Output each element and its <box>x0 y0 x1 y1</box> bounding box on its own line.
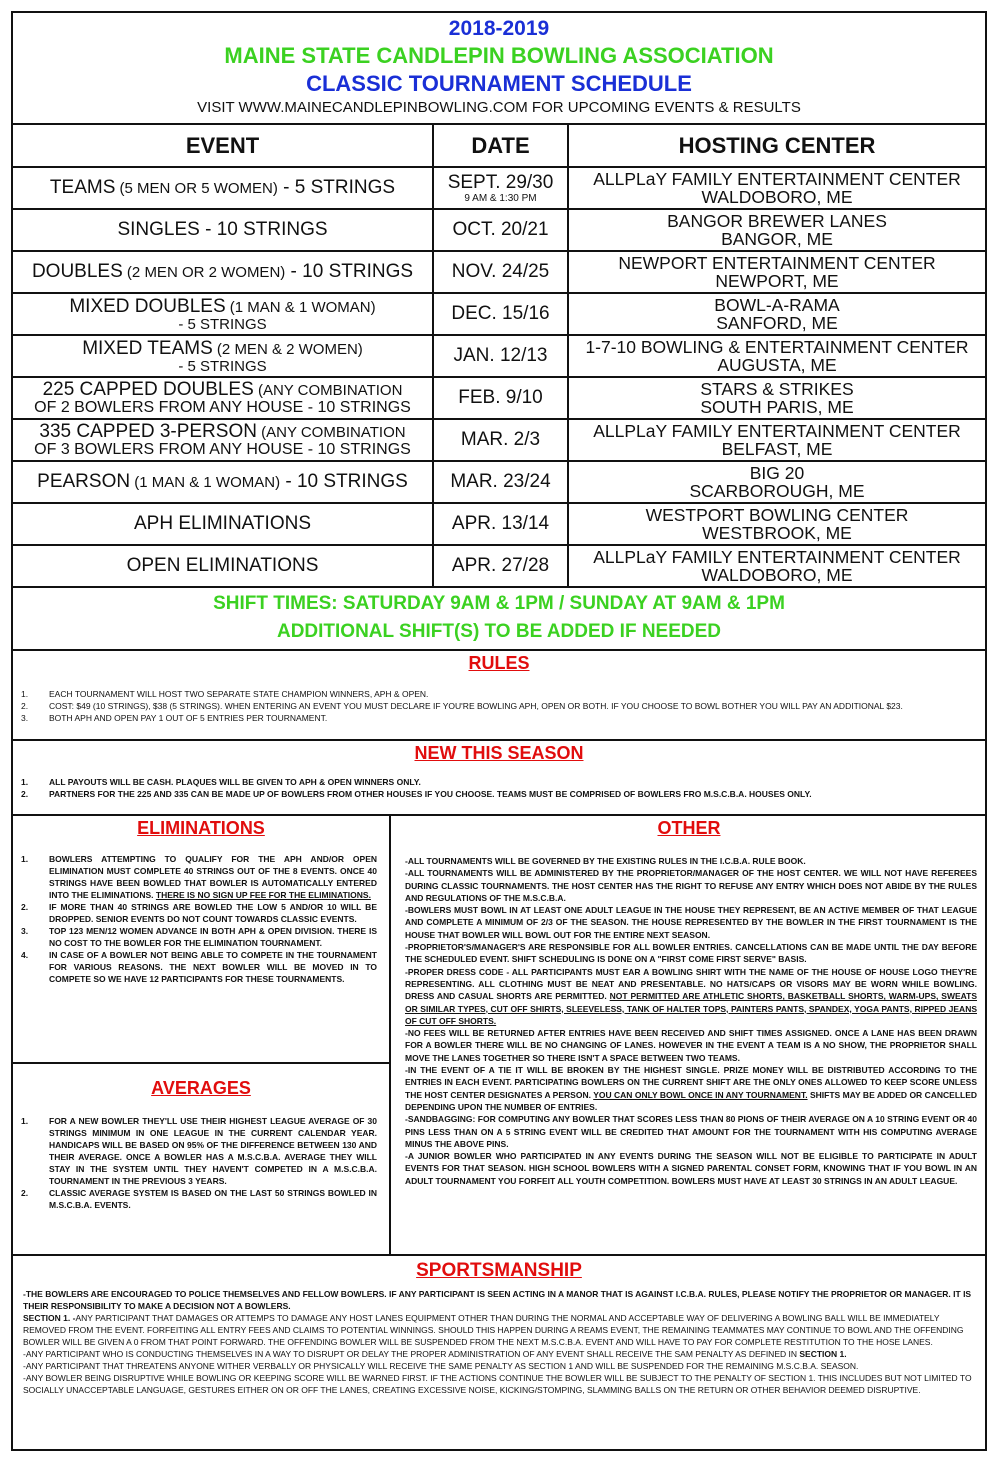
sportsmanship-paragraph: -ANY PARTICIPANT THAT THREATENS ANYONE WITHER VERBALLY OR PHYSICALLY WILL RECEIVE THE SAME PENALTY AS SECTION 1 AND WILL BE SUSPENDED FOR THE REMAINING M.S.C.B.A. SEASON. <box>23 1361 859 1371</box>
event-cell: MIXED TEAMS (2 MEN & 2 WOMEN) - 5 STRINGS <box>13 335 433 377</box>
averages-title: AVERAGES <box>151 1078 251 1098</box>
list-item: 1. FOR A NEW BOWLER THEY'LL USE THEIR HIGHEST LEAGUE AVERAGE OF 30 STRINGS MINIMUM IN ONE LEAGUE IN THE CURRENT CALENDAR YEAR. HANDICAPS WILL BE BASED ON 95% OF THE DIFFERENCE BETWEEN 130 AND THEIR AVERAGE. ONCE A BOWLER HAS A M.S.C.B.A. AVERAGE THEY WILL STAY IN THE SYSTEM UNTIL THEY HAVEN'T COMPETED IN A M.S.C.B.A. TOURNAMENT IN THE PREVIOUS 3 YEARS. <box>21 1116 377 1186</box>
other-paragraph: -ALL TOURNAMENTS WILL BE GOVERNED BY THE EXISTING RULES IN THE I.C.B.A. RULE BOOK. <box>405 856 806 866</box>
table-row <box>13 461 985 503</box>
left-column <box>13 816 391 1254</box>
table-row <box>13 377 985 419</box>
event-cell: TEAMS (5 MEN OR 5 WOMEN) - 5 STRINGS <box>13 167 433 209</box>
other-paragraph: -PROPER DRESS CODE - ALL PARTICIPANTS MUST EAR A BOWLING SHIRT WITH THE NAME OF THE HOUSE OF HOUSE LOGO THEY'RE REPRESENTING. ALL CLOTHING MUST BE NEAT AND PRESENTABLE. NO HATS/CAPS OR VISORS MAY BE WORN WHILE BOWLING. DRESS AND CASUAL SHORTS ARE PERMITTED. NOT PERMITTED ARE ATHLETIC SHORTS, BASKETBALL SHORTS, WARM-UPS, SWEATS OR SIMILAR TYPES, CUT OFF SHIRTS, SLEEVELESS, TANK OF HALTER TOPS, PAINTERS PANTS, SPANDEX, YOGA PANTS, RIPPED JEANS OF CUT OFF SHORTS. <box>405 966 978 1026</box>
date-cell: SEPT. 29/30 9 AM & 1:30 PM <box>433 167 568 209</box>
website-notice: VISIT WWW.MAINECANDLEPINBOWLING.COM FOR UPCOMING EVENTS & RESULTS <box>197 99 801 116</box>
eliminations-title: ELIMINATIONS <box>137 818 265 838</box>
sportsmanship-title: SPORTSMANSHIP <box>416 1260 582 1281</box>
rules-list <box>13 688 985 724</box>
hosting-center-cell: BOWL-A-RAMA SANFORD, ME <box>568 293 985 335</box>
other-paragraph: -NO FEES WILL BE RETURNED AFTER ENTRIES HAVE BEEN RECEIVED AND SHIFT TIMES ASSIGNED. ONCE A LANE HAS BEEN DRAWN FOR A BOWLER THERE WILL BE NO CHANGING OF LANES. HOWEVER IN THE EVENT A TEAM IS A NO SHOW, THE PROPRIETOR SHALL MOVE THE LANES TOGETHER SO THERE ISN'T A SPACE BETWEEN TWO TEAMS. <box>405 1028 977 1063</box>
table-row <box>13 335 985 377</box>
hosting-center-cell: WESTPORT BOWLING CENTER WESTBROOK, ME <box>568 503 985 545</box>
event-cell: PEARSON (1 MAN & 1 WOMAN) - 10 STRINGS <box>13 461 433 503</box>
hosting-center-cell: ALLPLaY FAMILY ENTERTAINMENT CENTER WALDOBORO, ME <box>568 167 985 209</box>
header <box>13 13 985 125</box>
list-item: 1. BOWLERS ATTEMPTING TO QUALIFY FOR THE APH AND/OR OPEN ELIMINATION MUST COMPLETE 40 STRINGS OUT OF THE 8 EVENTS. ONCE 40 STRINGS HAVE BEEN BOWLED THAT BOWLER IS AUTOMATICALLY ENTERED INTO THE ELIMINATIONS. THERE IS NO SIGN UP FEE FOR THE ELIMINATIONS. <box>21 854 377 900</box>
date-cell: APR. 27/28 <box>433 545 568 587</box>
date-column-header: DATE <box>433 125 568 167</box>
list-item: 2. COST: $49 (10 STRINGS), $38 (5 STRINGS). WHEN ENTERING AN EVENT YOU MUST DECLARE IF YOU'RE BOWLING APH, OPEN OR BOTH. IF YOU CHOOSE TO BOWL BOTHER YOU WILL PAY AN ADDITIONAL $23. <box>21 701 903 711</box>
new-season-section <box>13 741 985 816</box>
averages-section <box>13 1064 389 1211</box>
hosting-center-cell: ALLPLaY FAMILY ENTERTAINMENT CENTER BELFAST, ME <box>568 419 985 461</box>
sportsmanship-paragraph: -ANY BOWLER BEING DISRUPTIVE WHILE BOWLING OR KEEPING SCORE WILL BE WARNED FIRST. IF THE ACTIONS CONTINUE THE BOWLER WILL BE SUBJECT TO THE PENALTY OF SECTION 1. THIS INCLUDES BUT NOT LIMITED TO SOCIALLY UNACCEPTABLE LANGUAGE, GESTURES EITHER ON OR OFF THE LANES, CREATING EXCESSIVE NOISE, KICKING/STOMPING, SLAMMING BALLS ON THE RETURN OR OTHER BEHAVIOR DEEMED DISRUPTIVE. <box>23 1373 972 1395</box>
table-row <box>13 419 985 461</box>
other-paragraph: -BOWLERS MUST BOWL IN AT LEAST ONE ADULT LEAGUE IN THE HOUSE THEY REPRESENT, BE AN ACTIVE MEMBER OF THAT LEAGUE AND COMPLETE A MINIMUM OF 2/3 OF THE SEASON. THE HOUSE REPRESENTED BY THE BOWLER IN THE FIRST TOURNAMENT IS THE HOUSE THAT BOWLER WILL BOWL OUT FOR THE ENTIRE NEXT SEASON. <box>405 905 977 940</box>
table-row <box>13 545 985 587</box>
list-item: 3. BOTH APH AND OPEN PAY 1 OUT OF 5 ENTRIES PER TOURNAMENT. <box>21 713 328 723</box>
date-cell: NOV. 24/25 <box>433 251 568 293</box>
event-cell: APH ELIMINATIONS <box>13 503 433 545</box>
sportsmanship-section <box>13 1256 985 1396</box>
hosting-center-cell: ALLPLaY FAMILY ENTERTAINMENT CENTER WALDOBORO, ME <box>568 545 985 587</box>
other-text <box>393 849 985 1187</box>
event-cell: 335 CAPPED 3-PERSON (ANY COMBINATION OF 3 BOWLERS FROM ANY HOUSE - 10 STRINGS <box>13 419 433 461</box>
averages-list <box>13 1115 389 1211</box>
hosting-center-cell: 1-7-10 BOWLING & ENTERTAINMENT CENTER AUGUSTA, ME <box>568 335 985 377</box>
list-item: 2. PARTNERS FOR THE 225 AND 335 CAN BE MADE UP OF BOWLERS FROM OTHER HOUSES IF YOU CHOOSE. TEAMS MUST BE COMPRISED OF BOWLERS FRO M.S.C.B.A. HOUSES ONLY. <box>21 789 812 799</box>
table-row <box>13 503 985 545</box>
list-item: 1. ALL PAYOUTS WILL BE CASH. PLAQUES WILL BE GIVEN TO APH & OPEN WINNERS ONLY. <box>21 777 421 787</box>
hosting-center-cell: NEWPORT ENTERTAINMENT CENTER NEWPORT, ME <box>568 251 985 293</box>
list-item: 1. EACH TOURNAMENT WILL HOST TWO SEPARATE STATE CHAMPION WINNERS, APH & OPEN. <box>21 689 429 699</box>
schedule-title: CLASSIC TOURNAMENT SCHEDULE <box>306 71 692 96</box>
shift-times <box>13 588 985 651</box>
table-row <box>13 167 985 209</box>
list-item: 2. CLASSIC AVERAGE SYSTEM IS BASED ON THE LAST 50 STRINGS BOWLED IN M.S.C.B.A. EVENTS. <box>21 1188 377 1210</box>
other-section <box>393 816 985 1254</box>
new-season-list <box>13 776 985 800</box>
date-cell: OCT. 20/21 <box>433 209 568 251</box>
tournament-flyer <box>11 11 987 1451</box>
sportsmanship-paragraph: SECTION 1. -ANY PARTICIPANT THAT DAMAGES OR ATTEMPS TO DAMAGE ANY HOST LANES EQUIPMENT OTHER THAN DURING THE NORMAL AND ACCEPTABLE WAY OF DELIVERING A BOWLING BALL WILL BE IMMEDIATELY REMOVED FROM THE EVENT. FORFEITING ALL ENTRY FEES AND CLAIMS TO POTENTIAL WINNINGS. SHOULD THIS HAPPEN DURING A REAMS EVENT, THE REMAINING TEAMMATES MAY CONTINUE TO BOWL AND THE OFFENDING BOWLER WILL BE GIVEN A 0 FROM THAT POINT FORWARD. THE OFFENDING BOWLER WILL BE SUSPENDED FROM THE NEXT M.S.C.B.A. EVENT AND WILL HAVE TO PAY FOR COMPLETE RESTITUTION TO THE HOSE LANES. <box>23 1313 964 1347</box>
event-cell: DOUBLES (2 MEN OR 2 WOMEN) - 10 STRINGS <box>13 251 433 293</box>
lower-sections <box>13 816 985 1256</box>
date-cell: FEB. 9/10 <box>433 377 568 419</box>
sportsmanship-paragraph: -THE BOWLERS ARE ENCOURAGED TO POLICE THEMSELVES AND FELLOW BOWLERS. IF ANY PARTICIPANT IS SEEN ACTING IN A MANOR THAT IS AGAINST I.C.B.A. RULES, PLEASE NOTIFY THE PROPRIETOR OR MANAGER. IT IS THEIR RESPONSIBILITY TO MAKE A DECISION NOT A BOWLERS. <box>23 1289 972 1311</box>
date-cell: APR. 13/14 <box>433 503 568 545</box>
other-title: OTHER <box>657 818 721 838</box>
date-cell: JAN. 12/13 <box>433 335 568 377</box>
event-cell: 225 CAPPED DOUBLES (ANY COMBINATION OF 2 BOWLERS FROM ANY HOUSE - 10 STRINGS <box>13 377 433 419</box>
event-cell: OPEN ELIMINATIONS <box>13 545 433 587</box>
eliminations-list <box>13 853 389 985</box>
table-row <box>13 251 985 293</box>
eliminations-section <box>13 816 389 1064</box>
rules-title: RULES <box>468 653 530 673</box>
schedule-table <box>13 125 985 588</box>
table-row <box>13 209 985 251</box>
date-cell: MAR. 2/3 <box>433 419 568 461</box>
other-paragraph: -A JUNIOR BOWLER WHO PARTICIPATED IN ANY EVENTS DURING THE SEASON WILL NOT BE ELIGIBLE TO PARTICIPATE IN ADULT EVENTS FOR THAT SEASON. HIGH SCHOOL BOWLERS WITH A SIGNED PARENTAL CONSET FORM, KNOWING THAT IF YOU BOWL IN AN ADULT TOURNAMENT YOU FORFEIT ALL YOUTH COMPETITION. BOWLERS MUST HAVE AT LEAST 30 STRINGS IN AN ADULT LEAGUE. <box>405 1151 977 1186</box>
other-paragraph: -SANDBAGGING: FOR COMPUTING ANY BOWLER THAT SCORES LESS THAN 80 PIONS OF THEIR AVERAGE ON A 10 STRING EVENT OR 40 PINS LESS THAN ON A 5 STRING EVENT WILL BE CREDITED THAT AMOUNT FOR THE TOURNAMENT WITH HIS COMPUTING AVERAGE MINUS THE ABOVE PINS. <box>405 1114 977 1149</box>
list-item: 2. IF MORE THAN 40 STRINGS ARE BOWLED THE LOW 5 AND/OR 10 WILL BE DROPPED. SENIOR EVENTS DO NOT COUNT TOWARDS CLASSIC EVENTS. <box>21 902 377 924</box>
season-year: 2018-2019 <box>448 17 550 40</box>
list-item: 3. TOP 123 MEN/12 WOMEN ADVANCE IN BOTH APH & OPEN DIVISION. THERE IS NO COST TO THE BOWLER FOR THE ELIMINATION TOURNAMENT. <box>21 926 377 948</box>
association-name: MAINE STATE CANDLEPIN BOWLING ASSOCIATION <box>224 43 774 68</box>
other-paragraph: -PROPRIETOR'S/MANAGER'S ARE RESPONSIBLE FOR ALL BOWLER ENTRIES. CANCELLATIONS CAN BE MADE UNTIL THE DAY BEFORE THE SCHEDULED EVENT. SHIFT SCHEDULING IS DONE ON A "FIRST COME FIRST SERVE" BASIS. <box>405 942 977 965</box>
hosting-center-cell: STARS & STRIKES SOUTH PARIS, ME <box>568 377 985 419</box>
date-cell: MAR. 23/24 <box>433 461 568 503</box>
sportsmanship-text <box>13 1282 985 1396</box>
hosting-center-cell: BIG 20 SCARBOROUGH, ME <box>568 461 985 503</box>
sportsmanship-paragraph: -ANY PARTICIPANT WHO IS CONDUCTING THEMSELVES IN A WAY TO DISRUPT OR DELAY THE PROPER ADMINISTRATION OF ANY EVENT SHALL RECEIVE THE SAM PENALTY AS DEFINED IN SECTION 1. <box>23 1349 847 1359</box>
hosting-center-cell: BANGOR BREWER LANES BANGOR, ME <box>568 209 985 251</box>
shift-times-line: SHIFT TIMES: SATURDAY 9AM & 1PM / SUNDAY AT 9AM & 1PM <box>213 593 785 614</box>
rules-section <box>13 651 985 741</box>
table-row <box>13 293 985 335</box>
center-column-header: HOSTING CENTER <box>568 125 985 167</box>
event-column-header: EVENT <box>13 125 433 167</box>
list-item: 4. IN CASE OF A BOWLER NOT BEING ABLE TO COMPETE IN THE TOURNAMENT FOR VARIOUS REASONS. THE NEXT BOWLER WILL BE MOVED IN TO COMPETE SO WE HAVE 12 PARTICIPANTS FOR THESE TOURNAMENTS. <box>21 950 377 984</box>
other-paragraph: -ALL TOURNAMENTS WILL BE ADMINISTERED BY THE PROPRIETOR/MANAGER OF THE HOST CENTER. WE WILL NOT HAVE REFEREES DURING CLASSIC TOURNAMENTS. THE HOST CENTER HAS THE RIGHT TO REFUSE ANY ENTRY WHICH DOES NOT ABIDE BY THE RULES AND REGULATIONS OF THE M.S.C.B.A. <box>405 868 977 903</box>
additional-shifts-line: ADDITIONAL SHIFT(S) TO BE ADDED IF NEEDED <box>276 621 722 642</box>
other-paragraph: -IN THE EVENT OF A TIE IT WILL BE BROKEN BY THE HIGHEST SINGLE. PRIZE MONEY WILL BE DISTRIBUTED ACCORDING TO THE ENTRIES IN EACH EVENT. PARTICIPATING BOWLERS ON THE CURRENT SHIFT ARE THE ONLY ONES ALLOWED TO KEEP SCORE UNLESS THE HOST CENTER DESIGNATES A PERSON. YOU CAN ONLY BOWL ONCE IN ANY TOURNAMENT. SHIFTS MAY BE ADDED OR CANCELLED DEPENDING UPON THE NUMBER OF ENTRIES. <box>405 1065 978 1112</box>
event-cell: SINGLES - 10 STRINGS <box>13 209 433 251</box>
date-cell: DEC. 15/16 <box>433 293 568 335</box>
new-season-title: NEW THIS SEASON <box>414 743 584 763</box>
event-cell: MIXED DOUBLES (1 MAN & 1 WOMAN) - 5 STRINGS <box>13 293 433 335</box>
